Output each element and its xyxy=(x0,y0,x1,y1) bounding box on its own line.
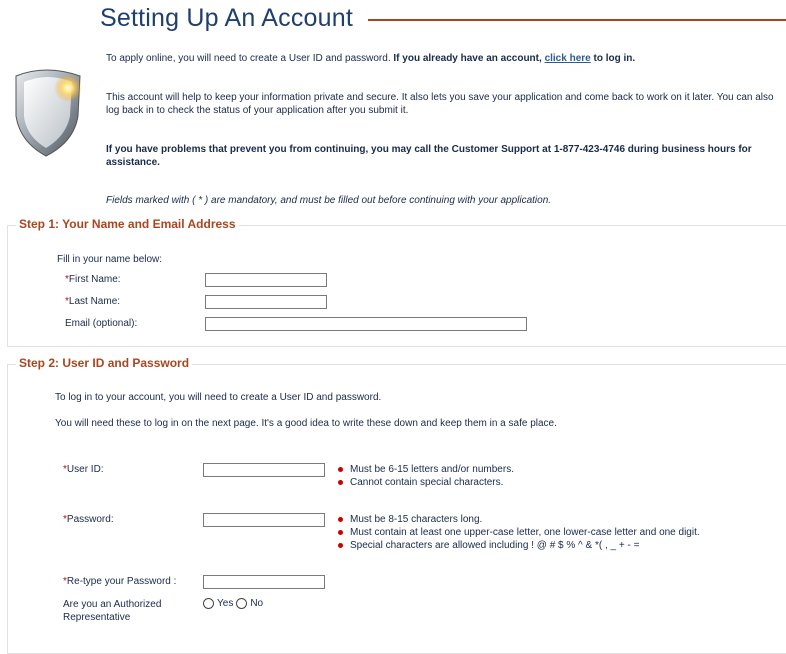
no-label: No xyxy=(250,598,264,609)
first-name-input[interactable] xyxy=(205,273,327,287)
rule-item xyxy=(338,513,700,526)
retype-label-text: Re-type your Password : xyxy=(66,576,177,587)
step2-intro-2: You will need these to log in on the next page. It's a good idea to write these down and keep them in a safe place. xyxy=(55,418,557,429)
userid-label xyxy=(63,464,104,475)
intro-bold-after: to log in. xyxy=(593,53,636,64)
rule-text: Must contain at least one upper-case letter, one lower-case letter and one digit. xyxy=(350,527,700,538)
password-rules xyxy=(338,513,700,552)
page-header xyxy=(100,4,786,34)
last-name-label xyxy=(65,296,120,307)
rule-item xyxy=(338,539,700,552)
no-radio[interactable] xyxy=(236,598,247,609)
required-marker: * xyxy=(65,296,69,307)
authorized-rep-label-line1: Are you an Authorized xyxy=(63,599,162,610)
rule-item xyxy=(338,526,700,539)
rule-text: Cannot contain special characters. xyxy=(350,477,504,488)
step2-intro-1: To log in to your account, you will need to create a User ID and password. xyxy=(55,392,382,403)
step2-legend: Step 2: User ID and Password xyxy=(16,356,192,370)
page-title: Setting Up An Account xyxy=(100,4,353,32)
step1-instructions: Fill in your name below: xyxy=(57,254,163,265)
userid-label-text: User ID: xyxy=(66,464,104,475)
step1-legend: Step 1: Your Name and Email Address xyxy=(16,217,239,231)
required-marker: * xyxy=(63,464,67,475)
last-name-input[interactable] xyxy=(205,295,327,309)
login-link[interactable]: click here xyxy=(544,53,591,64)
intro-paragraph-2: This account will help to keep your information private and secure. It also lets you save your application and come back to work on it later. You can also log back in to check the status of your application after you submit it. xyxy=(106,92,774,116)
userid-input[interactable] xyxy=(203,463,325,477)
shield-icon xyxy=(10,66,90,158)
email-input[interactable] xyxy=(205,317,527,331)
password-label-text: Password: xyxy=(66,514,114,525)
last-name-label-text: Last Name: xyxy=(68,296,121,307)
password-label xyxy=(63,514,114,525)
rule-text: Special characters are allowed including ! @ # $ % ^ & *( , _ + - = xyxy=(350,540,640,551)
intro-bold-text: If you already have an account, xyxy=(393,53,542,64)
required-marker: * xyxy=(63,514,67,525)
yes-label: Yes xyxy=(217,598,234,609)
bullet-icon xyxy=(338,480,343,485)
support-paragraph: If you have problems that prevent you from continuing, you may call the Customer Support at 1-877-423-4746 during business hours for assistance. xyxy=(106,144,752,168)
bullet-icon xyxy=(338,543,343,548)
password-input[interactable] xyxy=(203,513,325,527)
bullet-icon xyxy=(338,530,343,535)
authorized-rep-radio-group xyxy=(203,598,266,609)
rule-item xyxy=(338,476,514,489)
intro-text: To apply online, you will need to create a User ID and password. xyxy=(106,53,391,64)
rule-text: Must be 6-15 letters and/or numbers. xyxy=(350,464,514,475)
mandatory-note: Fields marked with ( * ) are mandatory, and must be filled out before continuing with your application. xyxy=(106,195,552,206)
authorized-rep-label xyxy=(63,598,161,624)
bullet-icon xyxy=(338,517,343,522)
intro-paragraph-1 xyxy=(106,52,776,65)
yes-radio[interactable] xyxy=(203,598,214,609)
authorized-rep-label-line2: Representative xyxy=(63,612,131,623)
rule-item xyxy=(338,463,514,476)
userid-rules xyxy=(338,463,514,489)
required-marker: * xyxy=(65,274,69,285)
bullet-icon xyxy=(338,467,343,472)
retype-password-label xyxy=(63,576,176,587)
email-label: Email (optional): xyxy=(65,318,138,329)
title-rule xyxy=(368,19,786,21)
rule-text: Must be 8-15 characters long. xyxy=(350,514,483,525)
first-name-label-text: First Name: xyxy=(68,274,121,285)
first-name-label xyxy=(65,274,121,285)
retype-password-input[interactable] xyxy=(203,575,325,589)
required-marker: * xyxy=(63,576,67,587)
